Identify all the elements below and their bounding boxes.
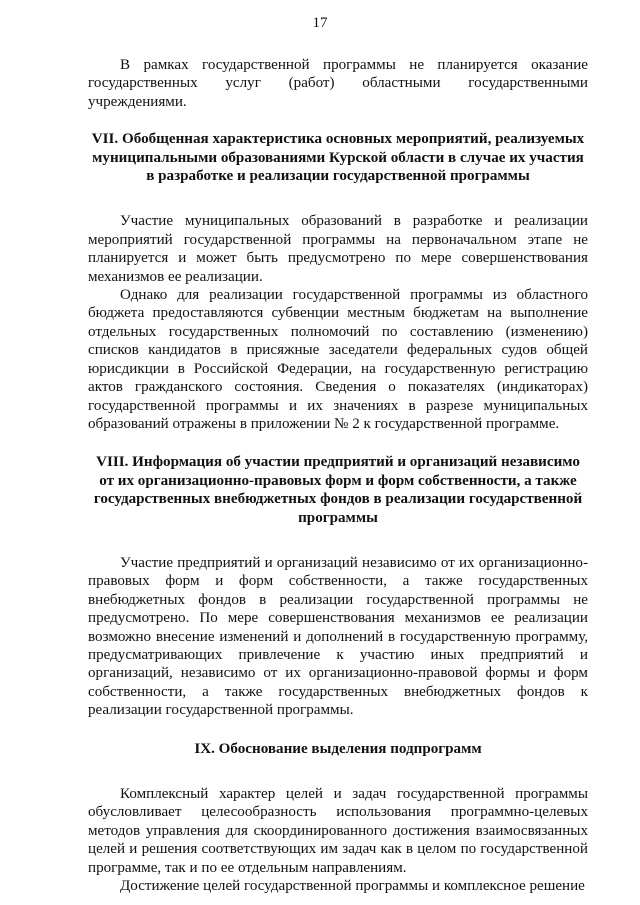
section-vii-paragraph-2: Однако для реализации государственной программы из областного бюджета предоставляются субвенции местным бюджетам на выполнение отдельных государственных полномочий по составлению (изменению) списков кандидатов в присяжные заседатели федеральных судов общей юрисдикции в Российской Федерации, на государственную регистрацию актов гражданского состояния. Сведения о показателях (индикаторах) государственной программы и их значениях в разрезе муниципальных образований отражены в приложении № 2 к государственной программе. xyxy=(88,287,588,432)
section-ix-heading: IX. Обоснование выделения подпрограмм xyxy=(194,740,482,757)
section-viii-heading: VIII. Информация об участии предприятий и организаций независимо от их организационно-правовых форм и форм собственности, а также государственных внебюджетных фондов в реализации государственной программы xyxy=(93,454,583,526)
page-content xyxy=(88,56,588,895)
intro-paragraph: В рамках государственной программы не планируется оказание государственных услуг (работ) областными государственными учреждениями. xyxy=(88,57,588,110)
section-vii-paragraph-1: Участие муниципальных образований в разработке и реализации мероприятий государственной программы на первоначальном этапе не планируется и может быть предусмотрено по мере совершенствования механизмов ее реализации. xyxy=(88,213,588,285)
section-ix-paragraph-1: Комплексный характер целей и задач государственной программы обусловливает целесообразность использования программно-целевых методов управления для скоординированного достижения взаимосвязанных целей и решения соответствующих им задач как в целом по государственной программе, так и по ее отдельным направлениям. xyxy=(88,786,588,876)
section-viii-paragraph-1: Участие предприятий и организаций независимо от их организационно-правовых форм и форм собственности, а также государственных внебюджетных фондов в реализации государственной программы не предусмотрено. По мере совершенствования механизмов ее реализации возможно внесение изменений и дополнений в государственную программу, предусматривающих привлечение к участию иных предприятий и организаций, независимо от их организационно-правовой формы и форм собственности, а также государственных внебюджетных фондов к реализации государственной программы. xyxy=(88,554,588,719)
section-vii-heading: VII. Обобщенная характеристика основных мероприятий, реализуемых муниципальными образованиями Курской области в случае их участия в разработке и реализации государственной программы xyxy=(91,131,585,185)
page-number: 17 xyxy=(312,15,328,31)
section-ix-paragraph-2: Достижение целей государственной программы и комплексное решение xyxy=(120,878,585,895)
